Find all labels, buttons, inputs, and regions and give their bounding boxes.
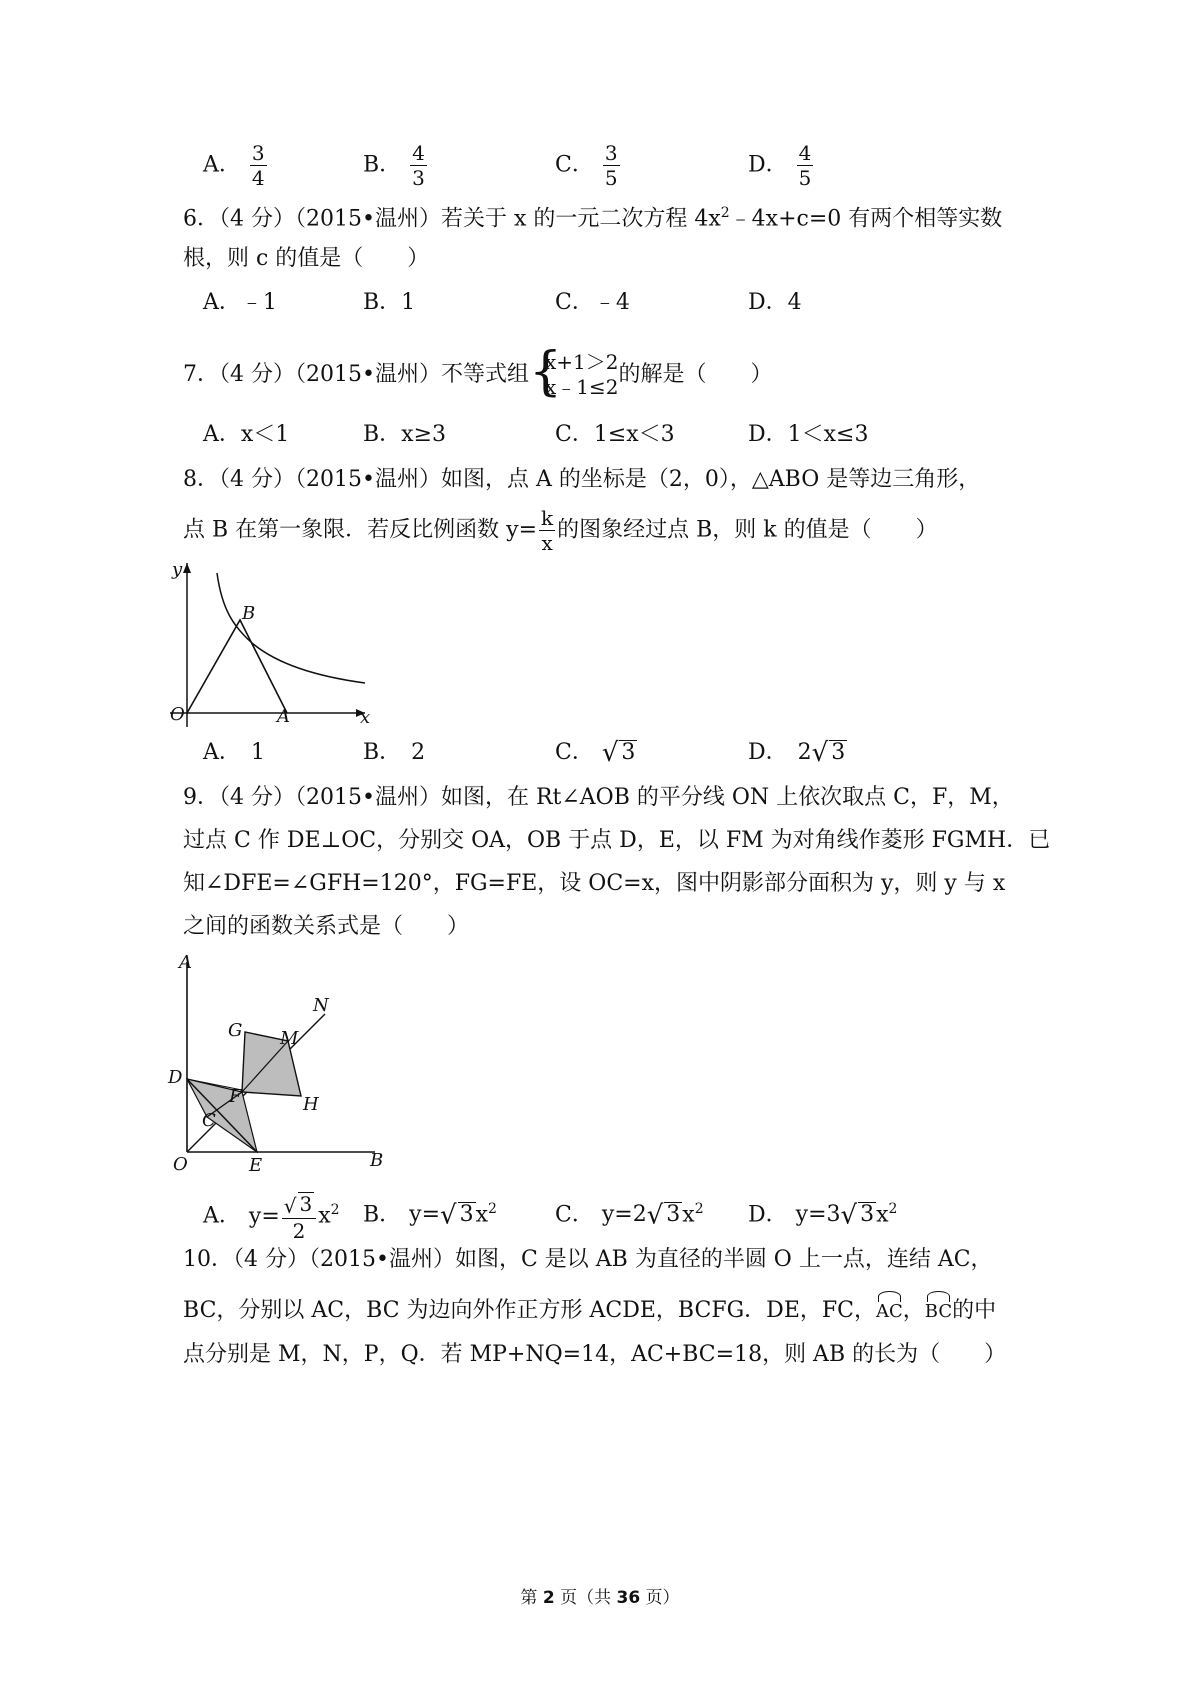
label-b: B — [370, 1150, 384, 1171]
q9-option-a: A． y= $\frac{√ 3}{2}$ $x^2$ — [203, 1192, 340, 1243]
q9-stem-line3: 知∠DFE=∠GFH=120°，FG=FE，设 OC=x，图中阴影部分面积为 y，则 y 与 x — [183, 871, 1006, 896]
option-label: B． — [363, 152, 402, 178]
label-f: F — [229, 1086, 242, 1107]
q5-option-d — [748, 143, 815, 188]
label-o: O — [170, 704, 185, 725]
q7-option-b: B．x≥3 — [363, 422, 447, 447]
fraction: $\frac{4}{3}$ — [412, 141, 425, 190]
q6-option-b: B．1 — [363, 290, 416, 315]
q9-figure — [165, 952, 395, 1177]
total-pages: 36 — [616, 1588, 641, 1608]
option-label: D． — [748, 152, 788, 178]
label-y: y — [172, 559, 183, 580]
label-g: G — [228, 1020, 243, 1041]
arc-bc: BC — [925, 1291, 952, 1327]
q8-option-b: B． 2 — [363, 740, 426, 765]
q9-option-c: C． y=2√ $3x^2$ — [555, 1200, 704, 1231]
q9-stem-line4: 之间的函数关系式是（ ） — [183, 914, 470, 939]
q7-option-d: D．1＜x≤3 — [748, 422, 869, 447]
fraction: $\frac{√ 3}{2}$ — [282, 1192, 316, 1241]
q8-figure — [160, 555, 390, 730]
label-c: C — [202, 1110, 216, 1131]
q6-stem-line1: 6．（4 分）（2015•温州）若关于 x 的一元二次方程 $4x^2﹣4x+c=0$ 有两个相等实数 — [183, 205, 1003, 232]
page-number: 2 — [542, 1588, 555, 1608]
q8-option-a: A． 1 — [203, 740, 265, 765]
q10-stem-line1: 10．（4 分）（2015•温州）如图，C 是以 AB 为直径的半圆 O 上一点，连结 AC， — [183, 1247, 993, 1272]
q9-stem-line1: 9．（4 分）（2015•温州）如图，在 Rt∠AOB 的平分线 ON 上依次取点 C，F，M， — [183, 785, 1014, 810]
option-label: C． — [555, 152, 594, 178]
q9-option-b: B． y=√ $3x^2$ — [363, 1200, 497, 1231]
label-m: M — [280, 1028, 299, 1049]
q9-option-d: D． y=3√ $3x^2$ — [748, 1200, 898, 1231]
q5-option-c — [555, 143, 622, 188]
q6-stem-line2: 根，则 c 的值是（ ） — [183, 246, 430, 271]
label-h: H — [303, 1094, 319, 1115]
q8-stem-line1: 8．（4 分）（2015•温州）如图，点 A 的坐标是（2，0），△ABO 是等边三角形， — [183, 467, 981, 492]
label-x: x — [360, 707, 371, 728]
q8-option-c: C． √ 3 — [555, 738, 636, 768]
label-d: D — [168, 1067, 183, 1088]
option-label: A． — [203, 152, 241, 178]
fraction: $\frac{4}{5}$ — [798, 141, 812, 190]
q7-option-a: A．x＜1 — [203, 422, 290, 447]
label-b: B — [242, 603, 256, 624]
fraction: $\frac{3}{5}$ — [604, 141, 618, 190]
fraction: $\frac{k}{x}$ — [541, 506, 554, 555]
q5-option-a — [203, 143, 269, 188]
label-a: A — [179, 952, 192, 973]
page-footer: 第 2 页（共 36 页） — [520, 1588, 680, 1608]
q6-option-d: D．4 — [748, 290, 802, 315]
y-axis-arrow — [183, 563, 191, 573]
label-o: O — [173, 1154, 188, 1175]
q8-stem-line2: 点 B 在第一象限．若反比例函数 y= $\frac{k}{x}$ 的图象经过点 B，则 k 的值是（ ） — [183, 506, 938, 555]
fraction: $\frac{3}{4}$ — [251, 141, 265, 190]
label-n: N — [313, 995, 329, 1016]
hyperbola — [217, 573, 365, 683]
q6-option-a: A．﹣1 — [203, 290, 277, 315]
arc-ac: AC — [876, 1291, 903, 1327]
triangle-abo — [187, 620, 287, 713]
label-a: A — [277, 706, 290, 727]
label-e: E — [249, 1155, 263, 1176]
q7-option-c: C．1≤x＜3 — [555, 422, 675, 447]
q10-stem-line3: 点分别是 M，N，P，Q．若 MP+NQ=14，AC+BC=18，则 AB 的长为（ ） — [183, 1342, 1007, 1367]
q8-option-d: D． 2√ 3 — [748, 738, 846, 768]
q10-stem-line2: BC，分别以 AC，BC 为边向外作正方形 ACDE，BCFG．DE，FC，AC，BC的中 — [183, 1291, 996, 1327]
q9-stem-line2: 过点 C 作 DE⊥OC，分别交 OA，OB 于点 D，E，以 FM 为对角线作菱形 FGMH．已 — [183, 828, 1051, 853]
inequality-system: { x+1＞2 x﹣1≤2 — [528, 342, 619, 402]
q5-option-b — [363, 143, 429, 188]
q6-option-c: C．﹣4 — [555, 290, 630, 315]
q7-stem: 7．（4 分）（2015•温州）不等式组 { x+1＞2 x﹣1≤2 的解是（ ） — [183, 342, 773, 402]
